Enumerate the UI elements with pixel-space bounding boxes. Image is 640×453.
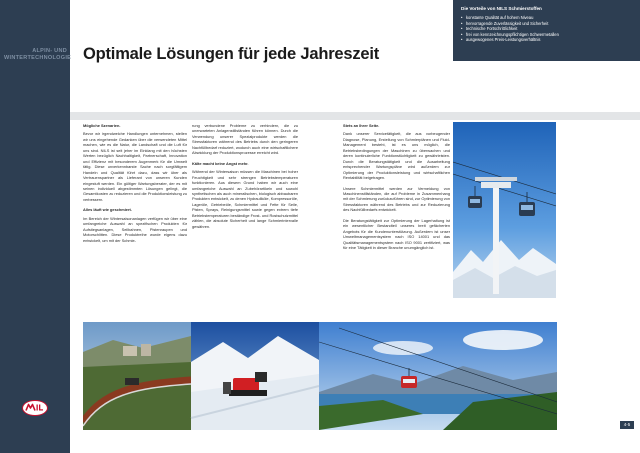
heading-lubricated: Alles läuft wie geschmiert. [83,207,132,213]
paragraph: Im Bereich der Wintersaisonanlagen verfügen wir über eine umfangreiche Auswahl an spezifischen Produkten für Aufstiegsanlagen, Seilbahnen, Pistenraupen und Motorschlitten. Diese Produktreihe wurde eigens dazu entwickelt, um mit der Schmie- [83,215,187,243]
paragraph: Unsere Schmiermittel werden zur Vermeidung von Maschinenstillständen, die auf Probleme in Zusammenhang mit der Schmierung zurückzuführen sind, zur Optimierung von Stressfaktoren während des Betriebs und zur Reduzierung des Nachfüllbedarfs entwickelt. [343,185,450,213]
text-column-3 [343,123,450,256]
advantages-list [461,15,634,43]
heading-by-your-side: Stets an Ihrer Seite. [343,123,380,128]
advantages-item: • ausgewogenes Preis-Leistungsverhältnis [461,37,634,43]
paragraph: rung verbundene Probleme zu verhindern, die zu unerwarteten Anlagenstillständen führen können. Durch die Verwendung unserer Spezialprodukte werden die Stressfaktoren während des Betriebs durch den geringeren Nachfüllbedarf reduziert, wodurch auch eine wirtschaftlichere Abwicklung der Produktionsprozesse erreicht wird. [192,123,298,156]
advantages-box [453,0,640,61]
advantages-item: • frei von kennzeichnungspflichtigen Schwermetallen [461,32,634,38]
left-sidebar [0,0,70,453]
advantages-title: Die Vorteile von NILS Schmierstoffen [461,6,542,11]
text-column-2 [192,123,298,234]
snow-groomer-photo [191,322,319,430]
heading-cold: Kälte macht keine Angst mehr. [192,160,249,166]
section-label-line2: WINTERTECHNOLOGIE [4,55,72,61]
alpine-coaster-photo [83,322,191,430]
heading-scenarios: Mögliche Szenarien. [83,123,121,128]
paragraph: Die Beratungstätigkeit zur Optimierung der Lagerhaltung ist ein wesentlicher Bestandteil unseres breit gefächerten Angebots für die Kundenunterstützung. Außerdem ist unser Umweltmanagementsystem nach ISO 14001 und das Qualitätsmanagementsystem nach ISO 9001 zertifiziert, was für eine Tätigkeit in dieser Branche unumgänglich ist. [343,217,450,251]
advantages-item: • technische Fortschrittlichkeit [461,26,634,32]
paragraph: Während der Wintersaison müssen die Maschinen bei hoher Feuchtigkeit und sehr strengen Betriebstemperaturen funktionieren. Aus diesem Grund haben wir auch eine umfangreiche Auswahl an Zubehörartikeln und sowohl synthetischen als auch mineralischen, biologisch abbaubaren Produkten entwickelt, zu denen Hydrauliköle, Kompressoröle, Lageröle, Getriebeöle, Schmiermittel und Fette für Seile, Pisten, Sprays, Reinigungsmittel sowie gegen extrem tiefe Betriebstemperaturen beständige Frost- und Rostschutzmittel zählen, die absolute Sicherheit und lange Schmierintervalle gewähren. [192,169,298,229]
lake-gondola-photo [319,322,557,430]
section-label [4,48,72,62]
photo-strip [83,322,557,430]
nils-logo [22,400,48,416]
paragraph: Bevor wir irgendwelche Handlungen unternehmen, stellen wir uns eingehende Gedanken über die verwendeten Mittel machen, wie es die Natur, die Landschaft und die Luft für uns sind. NILS ist seit jeher im Einklang mit den höchsten Werten bezüglich Nachhaltigkeit, Partnerschaft, Innovation und Effizienz mit besonderem Augenmerk für die Umwelt tätig. Diese unverkennbarste Sache nach sorgfältigem Handeln und Qualität führt dazu, dass wir über als Vertrauenspartner als Lieferant von unseren Kunden eingestuft werden. Ein gültiger Wartungsberater, der es mit seinen individuell abgestimmten Lösungen gelingt, die Gesamtkosten zu reduzieren und die Produktionsleistung zu verbessern. [83,131,187,202]
page-title: Optimale Lösungen für jede Jahreszeit [83,45,380,63]
advantages-item: • hervorragende Zuverlässigkeit und Sicherheit [461,21,634,27]
grey-band [70,112,640,120]
section-label-line1: ALPIN- UND [32,48,67,54]
advantages-item: • konstante Qualität auf hohem Niveau [461,15,634,21]
nils-logo-mark [23,401,46,414]
text-column-1 [83,123,187,248]
paragraph: Dank unserer Servicetätigkeit, die aus vorbeugender Diagnose, Planung, Erstellung von Schmierplänen und Fluid-Management besteht, ist es uns möglich, die Betriebsbedingungen der Maschinen zu überwachen und deren kontinuierliche Funktionstüchtigkeit zu gewährleisten. Durch die Beratungstätigkeit und die Ausarbeitung entsprechender Wartungspläne wird außerdem zur Optimierung der Produktionsleistung und wirtschaftlichen Rentabilität beigetragen. [343,131,450,181]
page-number: 4-5 [620,421,634,429]
cable-car-photo [453,122,556,298]
